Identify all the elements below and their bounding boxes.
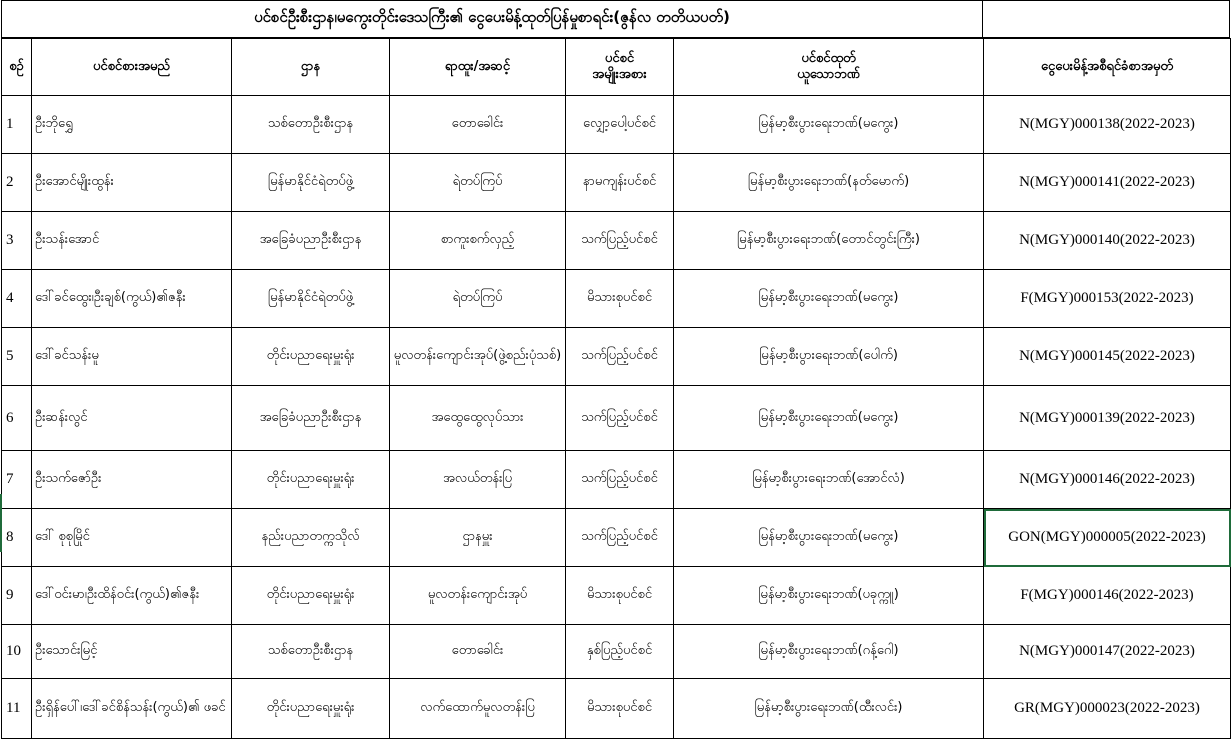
cell-no[interactable]: 6: [2, 386, 32, 451]
header-name[interactable]: ပင်စင်စားအမည်: [32, 39, 232, 96]
cell-rank[interactable]: မူလတန်းကျောင်းအုပ်: [390, 567, 566, 625]
header-row: [2, 39, 1231, 96]
cell-department[interactable]: နည်းပညာတက္ကသိုလ်: [232, 509, 390, 567]
cell-pension-type[interactable]: နာမကျန်းပင်စင်: [566, 154, 674, 212]
cell-bank[interactable]: မြန်မာ့စီးပွားရေးဘဏ်(အောင်လံ): [674, 451, 984, 509]
cell-no[interactable]: 4: [2, 270, 32, 328]
cell-name[interactable]: ဦးအောင်မျိုးထွန်း: [32, 154, 232, 212]
header-rank[interactable]: ရာထူး/အဆင့်: [390, 39, 566, 96]
cell-rank[interactable]: အထွေထွေလုပ်သား: [390, 386, 566, 451]
cell-no[interactable]: 10: [2, 625, 32, 679]
table-row: [2, 154, 1231, 212]
cell-pension-type[interactable]: လျှော့ပေါ့ပင်စင်: [566, 96, 674, 154]
cell-pension-type[interactable]: နှစ်ပြည့်ပင်စင်: [566, 625, 674, 679]
cell-license[interactable]: F(MGY)000146(2022-2023): [984, 567, 1231, 625]
cell-bank[interactable]: မြန်မာ့စီးပွားရေးဘဏ်(တောင်တွင်းကြီး): [674, 212, 984, 270]
cell-rank[interactable]: လက်ထောက်မူလတန်းပြ: [390, 679, 566, 739]
table-row: [2, 386, 1231, 451]
cell-license[interactable]: N(MGY)000139(2022-2023): [984, 386, 1231, 451]
cell-department[interactable]: အခြေခံပညာဦးစီးဌာန: [232, 212, 390, 270]
cell-rank[interactable]: ရဲတပ်ကြပ်: [390, 270, 566, 328]
table-row: [2, 509, 1231, 567]
cell-pension-type[interactable]: သက်ပြည့်ပင်စင်: [566, 386, 674, 451]
cell-pension-type[interactable]: သက်ပြည့်ပင်စင်: [566, 509, 674, 567]
header-pension-type-line1: ပင်စင်: [604, 50, 635, 66]
empty-cell[interactable]: [983, 0, 1230, 38]
cell-bank[interactable]: မြန်မာ့စီးပွားရေးဘဏ်(ဂန့်ဂေါ): [674, 625, 984, 679]
cell-bank[interactable]: မြန်မာ့စီးပွားရေးဘဏ်(မကွေး): [674, 270, 984, 328]
header-license[interactable]: ငွေပေးမိန့်အစီရင်ခံစာအမှတ်: [984, 39, 1231, 96]
cell-pension-type[interactable]: မိသားစုပင်စင်: [566, 567, 674, 625]
cell-rank[interactable]: အလယ်တန်းပြ: [390, 451, 566, 509]
cell-license[interactable]: GR(MGY)000023(2022-2023): [984, 679, 1231, 739]
cell-license[interactable]: N(MGY)000147(2022-2023): [984, 625, 1231, 679]
cell-no[interactable]: 5: [2, 328, 32, 386]
cell-name[interactable]: ဦးဘိုရွှေ: [32, 96, 232, 154]
cell-department[interactable]: တိုင်းပညာရေးမှူးရုံး: [232, 567, 390, 625]
cell-name[interactable]: ဒေါ်ခင်သန်းမူ: [32, 328, 232, 386]
header-no[interactable]: စဉ်: [2, 39, 32, 96]
row-selection-marker: [0, 494, 2, 552]
cell-bank[interactable]: မြန်မာ့စီးပွားရေးဘဏ်(မကွေး): [674, 509, 984, 567]
cell-department[interactable]: တိုင်းပညာရေးမှူးရုံး: [232, 451, 390, 509]
cell-bank[interactable]: မြန်မာ့စီးပွားရေးဘဏ်(မကွေး): [674, 96, 984, 154]
table-row: [2, 451, 1231, 509]
cell-department[interactable]: တိုင်းပညာရေးမှူးရုံး: [232, 679, 390, 739]
title-row: [0, 0, 1231, 38]
cell-pension-type[interactable]: သက်ပြည့်ပင်စင်: [566, 328, 674, 386]
table-row: [2, 625, 1231, 679]
cell-no[interactable]: 3: [2, 212, 32, 270]
header-department[interactable]: ဌာန: [232, 39, 390, 96]
cell-pension-type[interactable]: သက်ပြည့်ပင်စင်: [566, 451, 674, 509]
table-row: [2, 328, 1231, 386]
cell-name[interactable]: ဒေါ် စုစုမြိုင်: [32, 509, 232, 567]
cell-department[interactable]: သစ်တောဦးစီးဌာန: [232, 96, 390, 154]
cell-rank[interactable]: ရဲတပ်ကြပ်: [390, 154, 566, 212]
cell-pension-type[interactable]: မိသားစုပင်စင်: [566, 679, 674, 739]
cell-department[interactable]: မြန်မာနိုင်ငံရဲတပ်ဖွဲ့: [232, 154, 390, 212]
cell-no[interactable]: 8: [2, 509, 32, 567]
table-row: [2, 212, 1231, 270]
cell-name[interactable]: ဦးသောင်းမြင့်: [32, 625, 232, 679]
cell-department[interactable]: သစ်တောဦးစီးဌာန: [232, 625, 390, 679]
pension-table: [1, 38, 1231, 739]
cell-bank[interactable]: မြန်မာ့စီးပွားရေးဘဏ်(ပခုက္ကူ): [674, 567, 984, 625]
sheet-title[interactable]: ပင်စင်ဦးစီးဌာန၊မကွေးတိုင်းဒေသကြီး၏ ငွေပေးမိန့်ထုတ်ပြန်မှုစာရင်း(ဇွန်လ တတိယပတ်): [1, 0, 983, 38]
cell-bank[interactable]: မြန်မာ့စီးပွားရေးဘဏ်(မကွေး): [674, 386, 984, 451]
table-row: [2, 96, 1231, 154]
cell-name[interactable]: ဦးရှိန်ပေါ်၊ဒေါ်ခင်စိန်သန်း(ကွယ်)၏ ဖခင်: [32, 679, 232, 739]
cell-rank[interactable]: မူလတန်းကျောင်းအုပ်(ဖွဲ့စည်းပုံသစ်): [390, 328, 566, 386]
cell-license[interactable]: N(MGY)000145(2022-2023): [984, 328, 1231, 386]
cell-license[interactable]: N(MGY)000138(2022-2023): [984, 96, 1231, 154]
cell-name[interactable]: ဒေါ်ဝင်းမာ၊ဦးထိန်ဝင်း(ကွယ်)၏ဇနီး: [32, 567, 232, 625]
cell-pension-type[interactable]: မိသားစုပင်စင်: [566, 270, 674, 328]
cell-department[interactable]: မြန်မာနိုင်ငံရဲတပ်ဖွဲ့: [232, 270, 390, 328]
cell-license[interactable]: F(MGY)000153(2022-2023): [984, 270, 1231, 328]
table-row: [2, 679, 1231, 739]
cell-rank[interactable]: တောခေါင်း: [390, 625, 566, 679]
cell-bank[interactable]: မြန်မာ့စီးပွားရေးဘဏ်(ပေါက်): [674, 328, 984, 386]
cell-no[interactable]: 9: [2, 567, 32, 625]
cell-license[interactable]: N(MGY)000146(2022-2023): [984, 451, 1231, 509]
cell-name[interactable]: ဦးဆန်းလွင်: [32, 386, 232, 451]
header-bank-line2: ယူသောဘဏ်: [797, 67, 860, 82]
cell-bank[interactable]: မြန်မာ့စီးပွားရေးဘဏ်(နတ်မောက်): [674, 154, 984, 212]
table-row: [2, 567, 1231, 625]
table-row: [2, 270, 1231, 328]
cell-rank[interactable]: စာကူးစက်လှည့်: [390, 212, 566, 270]
cell-license[interactable]: GON(MGY)000005(2022-2023): [984, 509, 1231, 567]
cell-pension-type[interactable]: သက်ပြည့်ပင်စင်: [566, 212, 674, 270]
cell-rank[interactable]: တောခေါင်း: [390, 96, 566, 154]
header-pension-type-line2: အမျိုးအစား: [592, 67, 647, 82]
cell-name[interactable]: ဦးသန်းအောင်: [32, 212, 232, 270]
cell-department[interactable]: အခြေခံပညာဦးစီးဌာန: [232, 386, 390, 451]
cell-no[interactable]: 7: [2, 451, 32, 509]
cell-license[interactable]: N(MGY)000141(2022-2023): [984, 154, 1231, 212]
cell-bank[interactable]: မြန်မာ့စီးပွားရေးဘဏ်(ထီးလင်း): [674, 679, 984, 739]
cell-rank[interactable]: ဌာနမှူး: [390, 509, 566, 567]
header-bank[interactable]: [674, 39, 984, 96]
cell-name[interactable]: ဦးသက်ဇော်ဦး: [32, 451, 232, 509]
cell-license[interactable]: N(MGY)000140(2022-2023): [984, 212, 1231, 270]
cell-department[interactable]: တိုင်းပညာရေးမှူးရုံး: [232, 328, 390, 386]
header-bank-line1: ပင်စင်ထုတ်: [801, 50, 856, 66]
header-pension-type[interactable]: [566, 39, 674, 96]
cell-no[interactable]: 11: [2, 679, 32, 739]
cell-no[interactable]: 2: [2, 154, 32, 212]
cell-name[interactable]: ဒေါ်ခင်ထွေး၊ဦးချစ်(ကွယ်)၏ဇနီး: [32, 270, 232, 328]
cell-no[interactable]: 1: [2, 96, 32, 154]
